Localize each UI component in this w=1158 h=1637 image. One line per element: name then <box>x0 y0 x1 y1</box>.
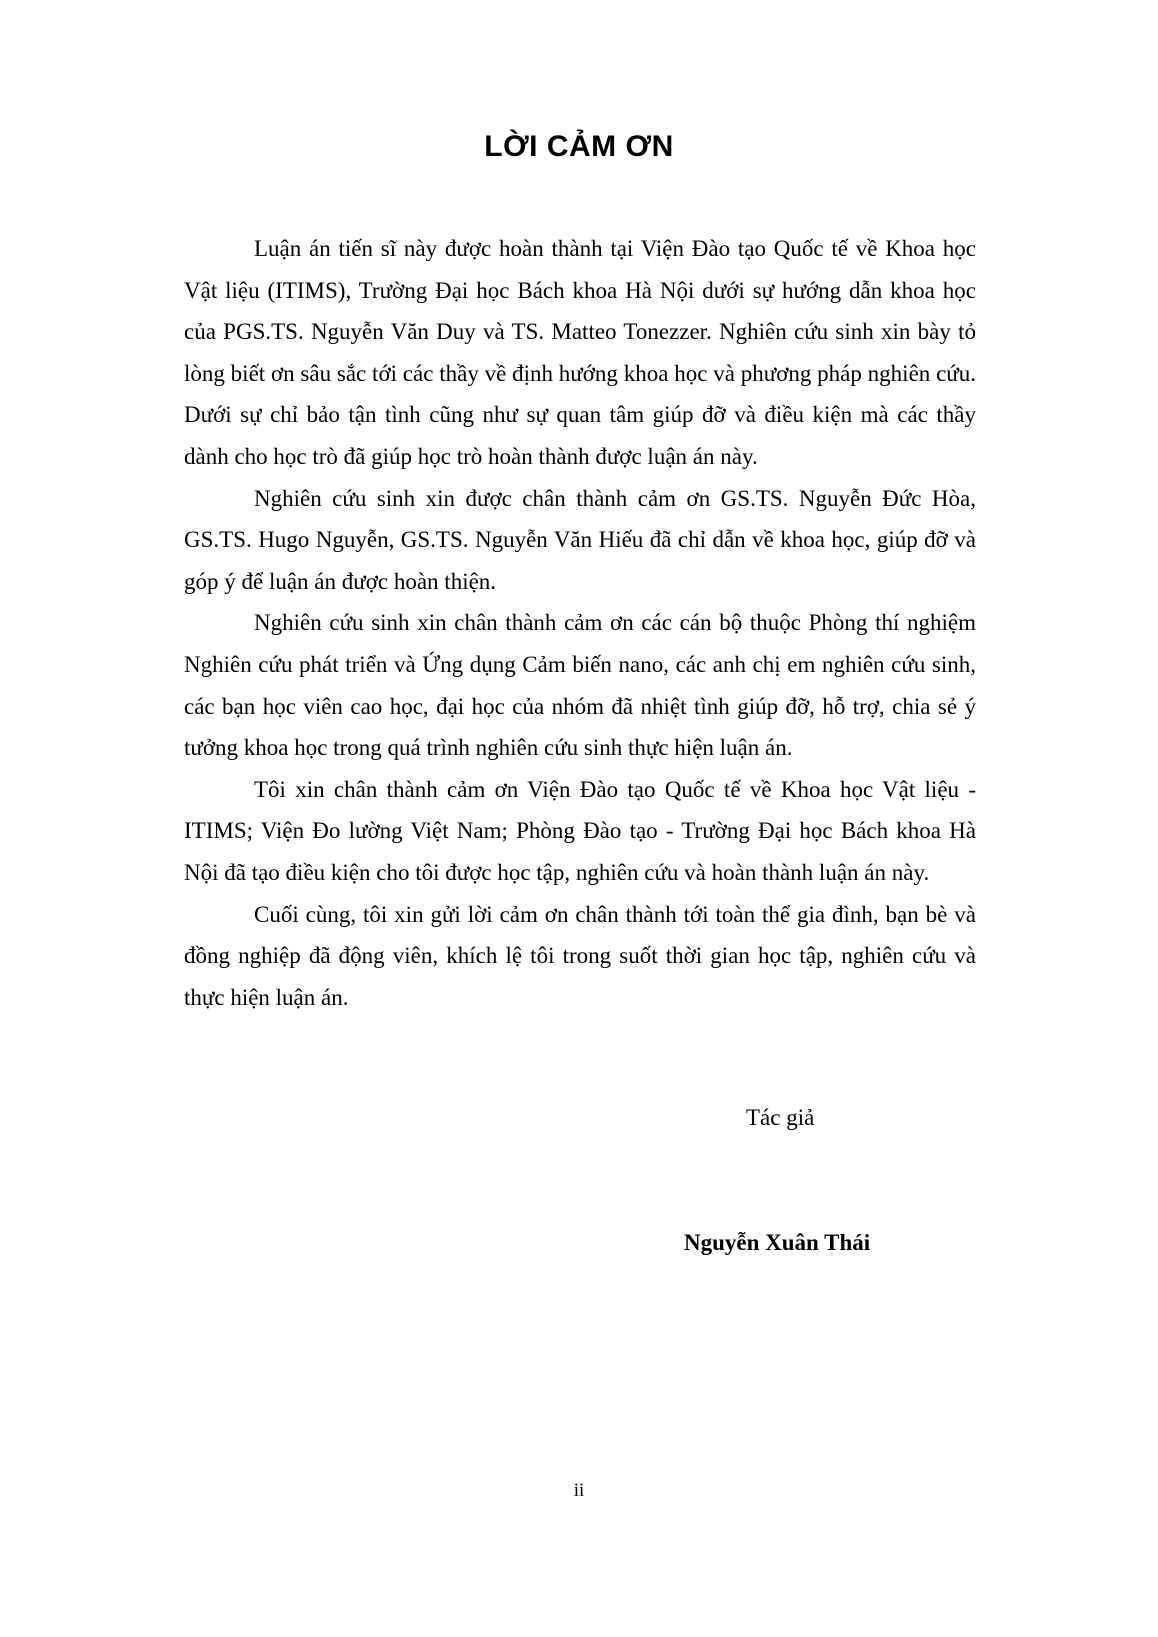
paragraph-4: Tôi xin chân thành cảm ơn Viện Đào tạo Quốc tế về Khoa học Vật liệu - ITIMS; Viện Đo lường Việt Nam; Phòng Đào tạo - Trường Đại học Bách khoa Hà Nội đã tạo điều kiện cho tôi được học tập, nghiên cứu và hoàn thành luận án này. <box>184 776 976 885</box>
paragraph-2: Nghiên cứu sinh xin được chân thành cảm ơn GS.TS. Nguyễn Đức Hòa, GS.TS. Hugo Nguyễn, GS.TS. Nguyễn Văn Hiếu đã chỉ dẫn về khoa học, giúp đỡ và góp ý để luận án được hoàn thiện. <box>184 485 976 594</box>
page-number: ii <box>573 1480 585 1501</box>
signature-role: Tác giả <box>746 1105 815 1130</box>
acknowledgement-body <box>184 228 976 1018</box>
page-title: LỜI CẢM ƠN <box>484 130 674 163</box>
paragraph-3: Nghiên cứu sinh xin chân thành cảm ơn các cán bộ thuộc Phòng thí nghiệm Nghiên cứu phát triển và Ứng dụng Cảm biến nano, các anh chị em nghiên cứu sinh, các bạn học viên cao học, đại học của nhóm đã nhiệt tình giúp đỡ, hỗ trợ, chia sẻ ý tưởng khoa học trong quá trình nghiên cứu sinh thực hiện luận án. <box>184 610 976 761</box>
paragraph-5: Cuối cùng, tôi xin gửi lời cảm ơn chân thành tới toàn thể gia đình, bạn bè và đồng nghiệp đã động viên, khích lệ tôi trong suốt thời gian học tập, nghiên cứu và thực hiện luận án. <box>184 901 976 1010</box>
author-name: Nguyễn Xuân Thái <box>684 1230 871 1255</box>
paragraph-1: Luận án tiến sĩ này được hoàn thành tại Viện Đào tạo Quốc tế về Khoa học Vật liệu (ITIMS), Trường Đại học Bách khoa Hà Nội dưới sự hướng dẫn khoa học của PGS.TS. Nguyễn Văn Duy và TS. Matteo Tonezzer. Nghiên cứu sinh xin bày tỏ lòng biết ơn sâu sắc tới các thầy về định hướng khoa học và phương pháp nghiên cứu. Dưới sự chỉ bảo tận tình cũng như sự quan tâm giúp đỡ và điều kiện mà các thầy dành cho học trò đã giúp học trò hoàn thành được luận án này. <box>184 236 976 469</box>
